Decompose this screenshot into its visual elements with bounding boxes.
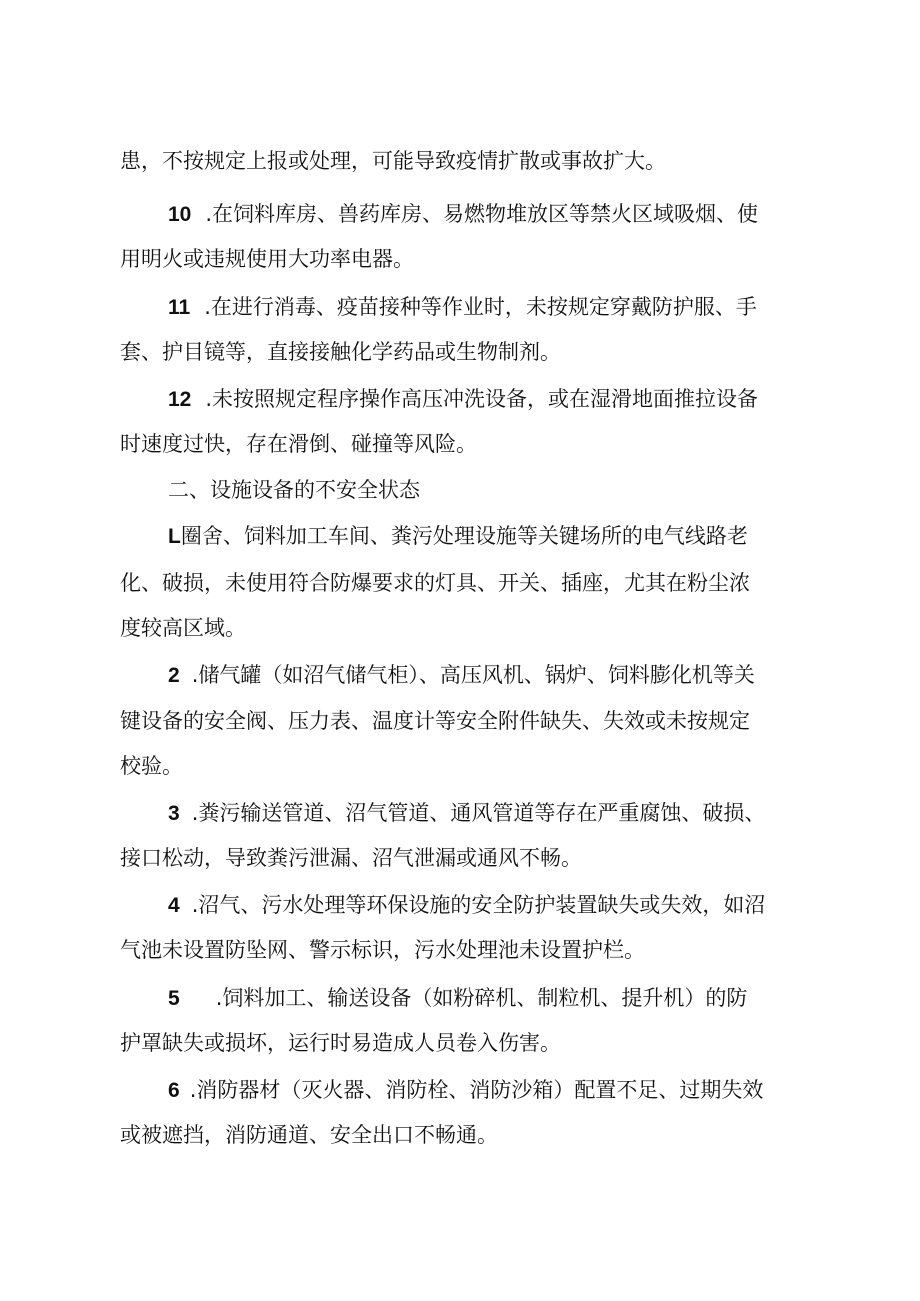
line-text: 或被遮挡，消防通道、安全出口不畅通。	[120, 1123, 498, 1147]
item-text: .储气罐（如沼气储气柜）、高压风机、锅炉、饲料膨化机等关	[191, 663, 755, 687]
line-text: 键设备的安全阀、压力表、温度计等安全附件缺失、失效或未按规定	[120, 709, 750, 733]
item-text: .在饲料库房、兽药库房、易燃物堆放区等禁火区域吸烟、使	[205, 202, 759, 226]
line-text: 度较高区域。	[120, 616, 246, 640]
list-item-6	[0, 1075, 920, 1106]
text-line	[0, 429, 920, 459]
text-line	[0, 751, 920, 781]
text-line	[0, 1120, 920, 1150]
item-text: 圈舍、饲料加工车间、粪污处理设施等关键场所的电气线路老	[180, 524, 748, 548]
heading-text: 二、设施设备的不安全状态	[168, 478, 420, 502]
item-text: .未按照规定程序操作高压冲洗设备，或在湿滑地面推拉设备	[205, 387, 759, 411]
line-text: 用明火或违规使用大功率电器。	[120, 247, 414, 271]
text-line	[0, 935, 920, 965]
text-line	[0, 613, 920, 643]
text-line	[0, 568, 920, 598]
item-number: 2	[168, 664, 180, 687]
item-number: 5	[168, 987, 180, 1010]
item-number: 6	[168, 1079, 180, 1102]
line-text: 时速度过快，存在滑倒、碰撞等风险。	[120, 432, 477, 456]
item-text: .消防器材（灭火器、消防栓、消防沙箱）配置不足、过期失效	[189, 1078, 764, 1102]
list-item-12	[0, 384, 920, 415]
item-number: 12	[168, 388, 192, 411]
text-line	[0, 244, 920, 274]
item-number: 10	[168, 203, 192, 226]
list-item-10	[0, 199, 920, 230]
list-item-4	[0, 890, 920, 921]
line-text: 护罩缺失或损坏，运行时易造成人员卷入伤害。	[120, 1031, 561, 1055]
item-text: .粪污输送管道、沼气管道、通风管道等存在严重腐蚀、破损、	[191, 801, 766, 825]
item-number: 11	[168, 296, 191, 319]
text-line	[0, 706, 920, 736]
list-item-11	[0, 292, 920, 323]
line-text: 气池未设置防坠网、警示标识，污水处理池未设置护栏。	[120, 938, 645, 962]
line-text: 套、护目镜等，直接接触化学药品或生物制剂。	[120, 340, 561, 364]
line-text: 化、破损，未使用符合防爆要求的灯具、开关、插座，尤其在粉尘浓	[120, 571, 750, 595]
section-heading	[0, 475, 920, 505]
item-text: .饲料加工、输送设备（如粉碎机、制粒机、提升机）的防	[215, 986, 748, 1010]
item-number: 3	[168, 802, 180, 825]
item-text: .沼气、污水处理等环保设施的安全防护装置缺失或失效，如沼	[191, 893, 766, 917]
line-text: 患，不按规定上报或处理，可能导致疫情扩散或事故扩大。	[120, 149, 666, 173]
list-item-3	[0, 798, 920, 829]
list-item-5	[0, 983, 920, 1014]
text-line	[0, 1028, 920, 1058]
list-item-2	[0, 660, 920, 691]
text-line	[0, 843, 920, 873]
list-item-1	[0, 521, 920, 552]
line-text: 校验。	[120, 754, 183, 778]
item-text: .在进行消毒、疫苗接种等作业时，未按规定穿戴防护服、手	[204, 295, 757, 319]
item-number: 4	[168, 894, 180, 917]
text-line	[0, 337, 920, 367]
item-number: L	[168, 525, 181, 548]
line-text: 接口松动，导致粪污泄漏、沼气泄漏或通风不畅。	[120, 846, 582, 870]
text-line	[0, 146, 920, 176]
